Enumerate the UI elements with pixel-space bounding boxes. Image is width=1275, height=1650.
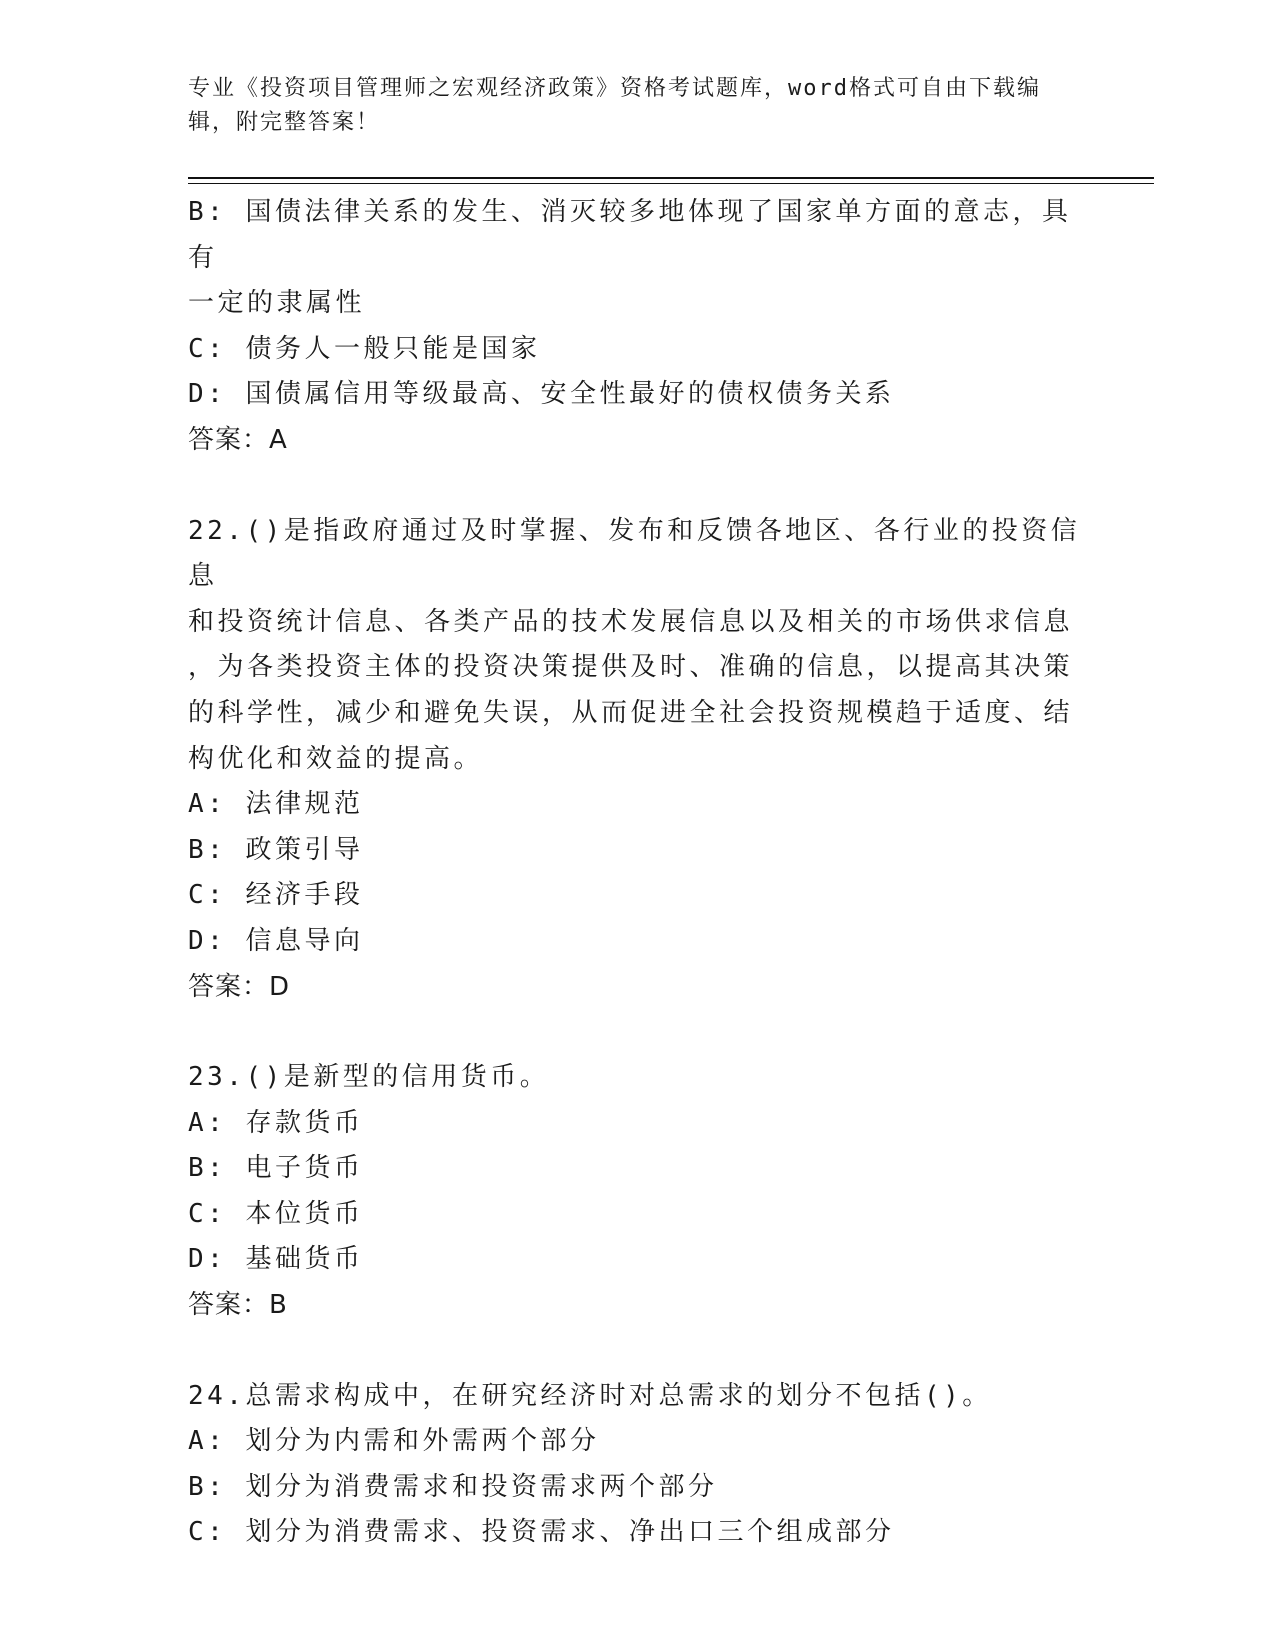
option-line: A: 划分为内需和外需两个部分 xyxy=(188,1426,600,1457)
header-divider-thick xyxy=(188,177,1154,179)
question-23 xyxy=(188,1055,1088,1329)
option-line: B: 划分为消费需求和投资需求两个部分 xyxy=(188,1471,718,1502)
question-stem-line: ，为各类投资主体的投资决策提供及时、准确的信息，以提高其决策 xyxy=(188,652,1074,683)
answer-line: 答案：D xyxy=(188,971,291,1002)
question-22 xyxy=(188,509,1088,1011)
option-line: 一定的隶属性 xyxy=(188,288,366,319)
page-header xyxy=(188,72,1068,140)
question-stem-line: 构优化和效益的提高。 xyxy=(188,743,484,774)
header-line: 辑，附完整答案！ xyxy=(188,110,381,135)
option-line: B: 国债法律关系的发生、消灭较多地体现了国家单方面的意志，具有 xyxy=(188,197,1072,273)
question-stem-line: 23.()是新型的信用货币。 xyxy=(188,1062,550,1093)
option-line: C: 经济手段 xyxy=(188,880,364,911)
question-24 xyxy=(188,1374,1088,1556)
question-stem-line: 24.总需求构成中，在研究经济时对总需求的划分不包括()。 xyxy=(188,1380,992,1411)
option-line: A: 法律规范 xyxy=(188,789,364,820)
option-line: D: 信息导向 xyxy=(188,925,364,956)
option-line: C: 划分为消费需求、投资需求、净出口三个组成部分 xyxy=(188,1517,895,1548)
option-line: B: 电子货币 xyxy=(188,1153,364,1184)
answer-line: 答案：B xyxy=(188,1290,288,1321)
question-21-tail xyxy=(188,190,1088,464)
question-content xyxy=(188,190,1088,1556)
question-stem-line: 的科学性，减少和避免失误，从而促进全社会投资规模趋于适度、结 xyxy=(188,697,1074,728)
option-line: B: 政策引导 xyxy=(188,834,364,865)
header-line: 专业《投资项目管理师之宏观经济政策》资格考试题库，word格式可自由下载编 xyxy=(188,76,1041,101)
option-line: C: 债务人一般只能是国家 xyxy=(188,333,541,364)
option-line: D: 国债属信用等级最高、安全性最好的债权债务关系 xyxy=(188,379,895,410)
answer-line: 答案：A xyxy=(188,424,288,455)
option-line: A: 存款货币 xyxy=(188,1107,364,1138)
question-stem-line: 22.()是指政府通过及时掌握、发布和反馈各地区、各行业的投资信息 xyxy=(188,515,1081,592)
question-stem-line: 和投资统计信息、各类产品的技术发展信息以及相关的市场供求信息 xyxy=(188,606,1074,637)
option-line: C: 本位货币 xyxy=(188,1198,364,1229)
header-divider-thin xyxy=(188,183,1154,184)
option-line: D: 基础货币 xyxy=(188,1244,364,1275)
